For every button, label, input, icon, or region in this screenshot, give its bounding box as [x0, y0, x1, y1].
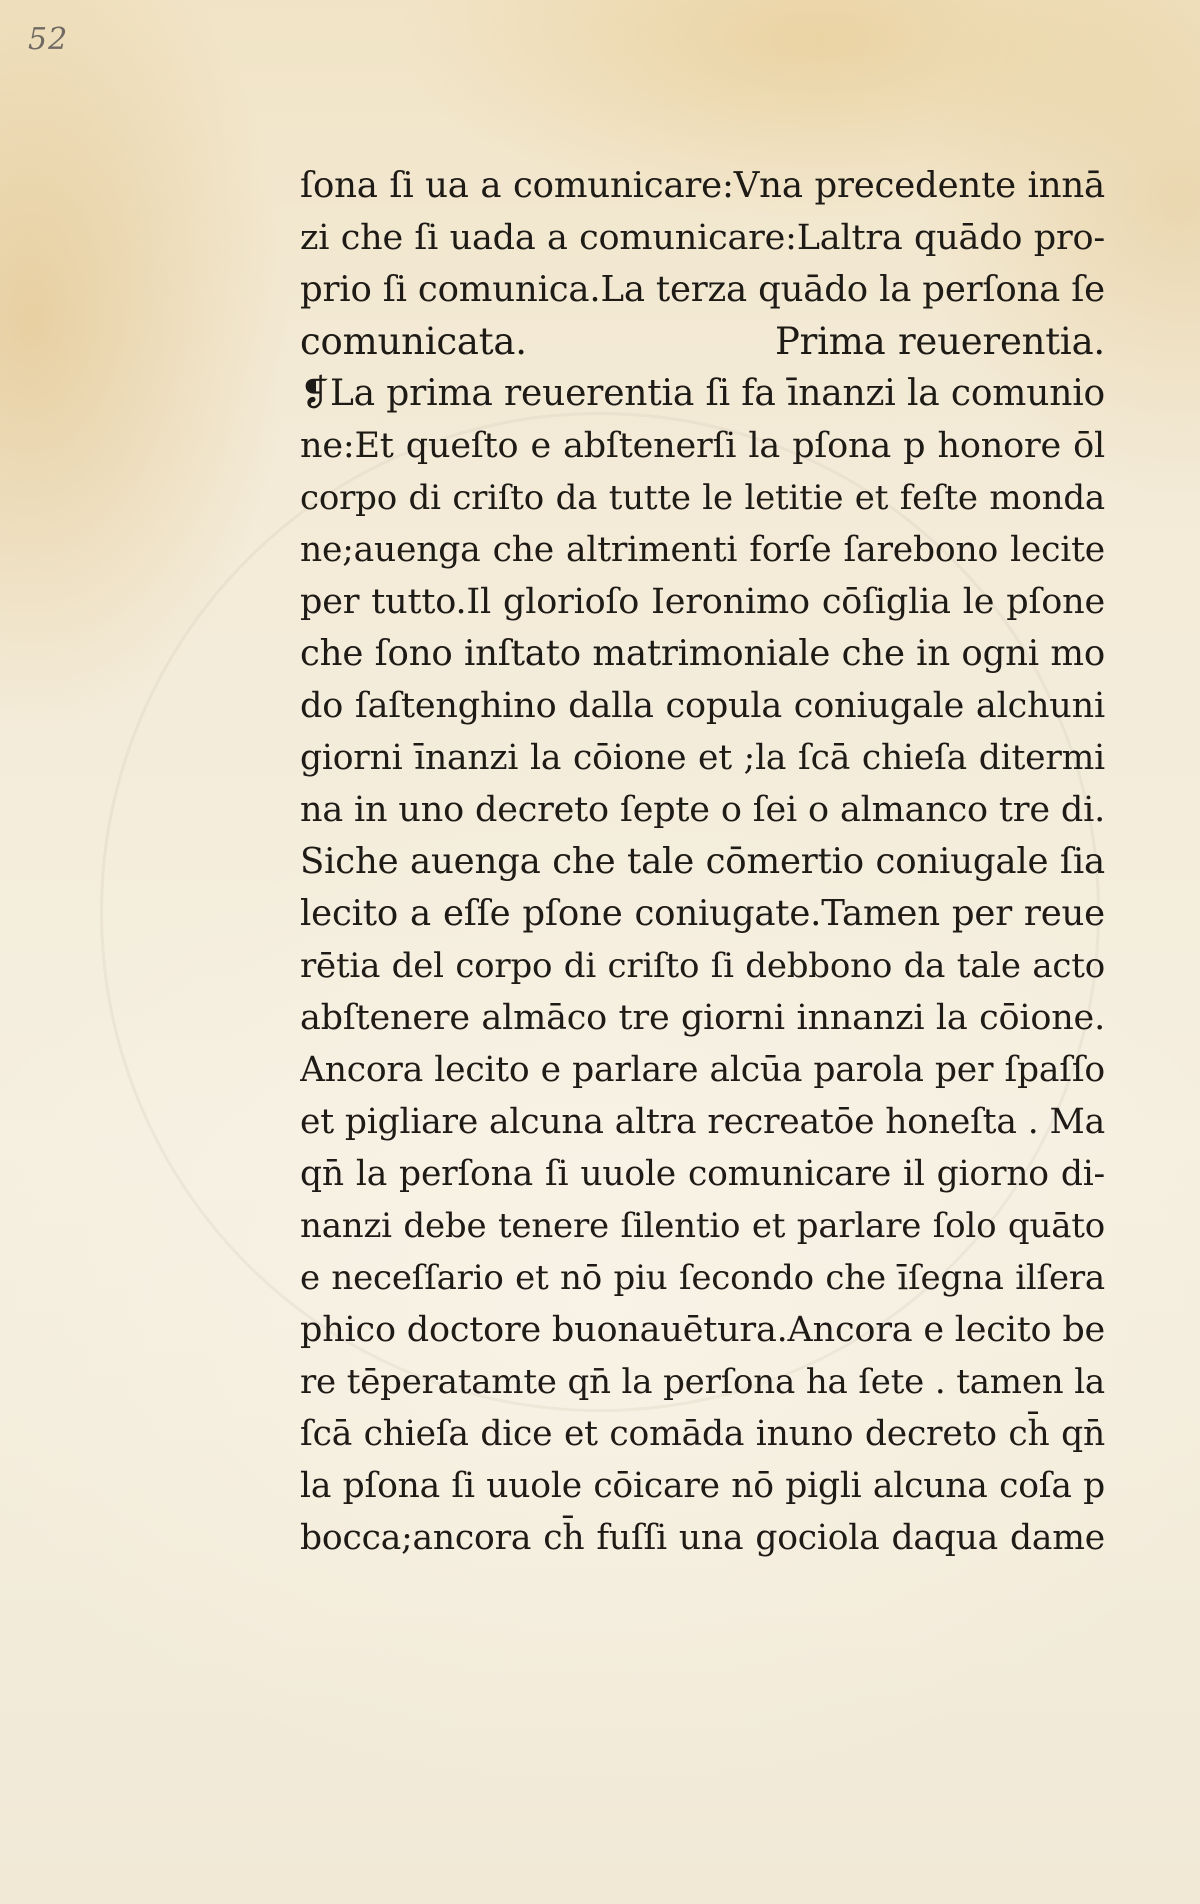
text-line: Siche auenga che tale cōmertio coniugale ſia: [300, 841, 1105, 882]
folio-number: 52: [28, 22, 69, 57]
text-line: qn̄ la perſona ſi uuole comunicare il giorno di-: [300, 1154, 1105, 1194]
text-line: la pſona ſi uuole cōicare nō pigli alcuna coſa p: [300, 1466, 1105, 1506]
text-line: ſona ſi ua a comunicare:Vna precedente innā: [300, 165, 1105, 206]
text-line: ne:Et queſto e abſtenerſi la pſona p honore ōl: [300, 426, 1105, 466]
text-line: re tēperatamte qn̄ la perſona ha ſete . tamen la: [300, 1362, 1105, 1402]
text-line: ſcā chieſa dice et comāda inuno decreto ch̄ qn̄: [300, 1414, 1105, 1454]
text-line: phico doctore buonauētura.Ancora e lecito be: [300, 1310, 1105, 1350]
text-line: abſtenere almāco tre giorni innanzi la cōione.: [300, 998, 1105, 1038]
text-line: zi che ſi uada a comunicare:Laltra quādo pro-: [300, 218, 1105, 258]
text-line: e neceſſario et nō piu ſecondo che īſegna ilſera: [300, 1258, 1105, 1298]
text-line: comunicata. Prima reuerentia.: [300, 320, 1105, 363]
text-line: et pigliare alcuna altra recreatōe honeſta . Ma: [300, 1102, 1105, 1142]
text-line: ❡La prima reuerentia ſi fa īnanzi la comunio: [300, 373, 1105, 414]
text-line: giorni īnanzi la cōione et ;la ſcā chieſa ditermi: [300, 738, 1105, 778]
text-line: do ſaſtenghino dalla copula coniugale alchuni: [300, 686, 1105, 726]
text-line: na in uno decreto ſepte o ſei o almanco tre di.: [300, 790, 1105, 830]
text-line: prio ſi comunica.La terza quādo la perſona ſe: [300, 269, 1105, 310]
text-line: corpo di criſto da tutte le letitie et feſte monda: [300, 478, 1105, 518]
text-line: rētia del corpo di criſto ſi debbono da tale acto: [300, 946, 1105, 986]
text-line: Ancora lecito e parlare alcūa parola per ſpaſſo: [300, 1050, 1105, 1090]
text-line: che ſono inſtato matrimoniale che in ogni mo: [300, 633, 1105, 674]
text-line: per tutto.Il glorioſo Ieronimo cōſiglia le pſone: [300, 582, 1105, 622]
text-block: [300, 160, 1105, 1564]
text-line: nanzi debe tenere ſilentio et parlare ſolo quāto: [300, 1206, 1105, 1246]
text-line: bocca;ancora ch̄ fuſſi una gociola daqua dame: [300, 1518, 1105, 1558]
text-line: ne;auenga che altrimenti forſe ſarebono lecite: [300, 530, 1105, 570]
text-line: lecito a eſſe pſone coniugate.Tamen per reue: [300, 893, 1105, 934]
